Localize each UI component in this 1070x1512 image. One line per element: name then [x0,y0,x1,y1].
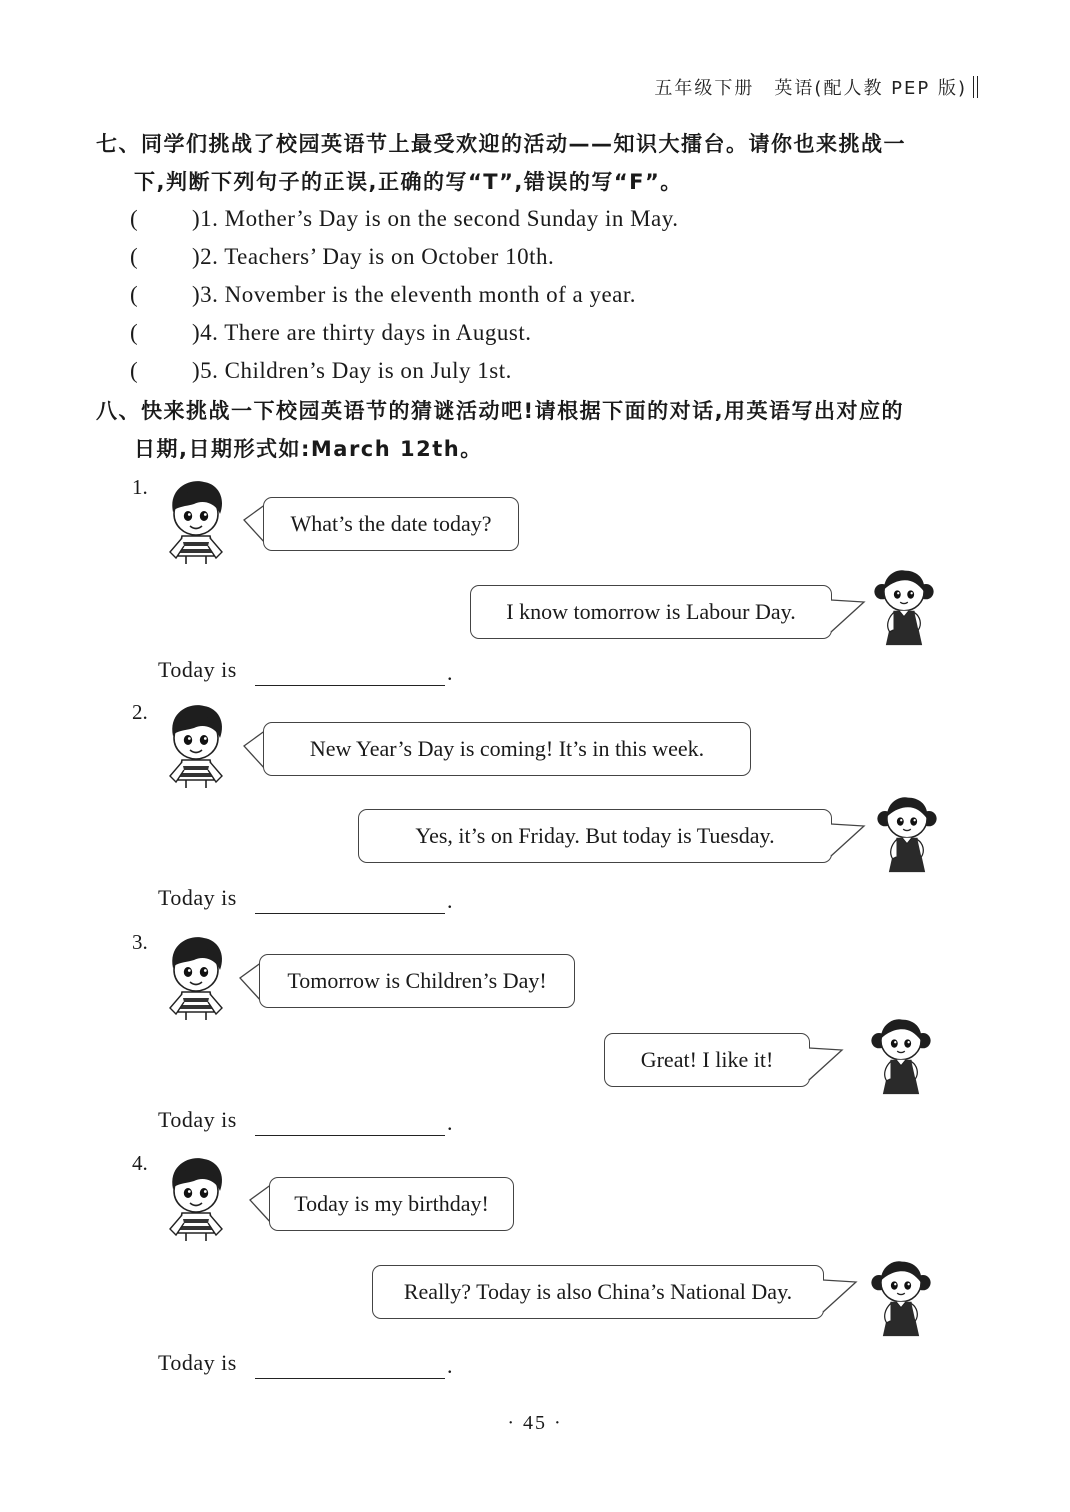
question-text-1: )1. Mother’s Day is on the second Sunday in May. [192,206,679,231]
question-text-2: )2. Teachers’ Day is on October 10th. [192,244,555,269]
boy-speech-bubble-4: Today is my birthday! [269,1177,514,1231]
answer-blank-4[interactable]: ( [130,320,139,345]
period-1: . [447,660,453,685]
boy-avatar-icon [160,932,230,1022]
answer-line-3[interactable] [255,1135,445,1136]
answer-blank-5[interactable]: ( [130,358,139,383]
boy-avatar-icon [160,476,230,566]
bubble-tail-icon [830,822,866,862]
answer-blank-2[interactable]: ( [130,244,139,269]
page-number: · 45 · [507,1412,563,1434]
dialog-number-1: 1. [132,475,148,499]
answer-blank-3[interactable]: ( [130,282,139,307]
today-label-4: Today is [158,1350,237,1375]
girl-avatar-icon [866,1012,936,1098]
today-label-2: Today is [158,885,237,910]
dialog-number-4: 4. [132,1151,148,1175]
question-4 [130,320,532,346]
section-7-title-line1: 七、同学们挑战了校园英语节上最受欢迎的活动——知识大擂台。请你也来挑战一 [96,132,906,156]
question-text-5: )5. Children’s Day is on July 1st. [192,358,512,383]
answer-blank-1[interactable]: ( [130,206,139,231]
period-3: . [447,1110,453,1135]
bubble-tail-icon [808,1046,844,1086]
boy-avatar-icon [160,1153,230,1243]
section-8-title-line2: 日期,日期形式如:March 12th。 [134,437,483,461]
answer-line-4[interactable] [255,1378,445,1379]
header-bar [973,76,978,98]
question-text-3: )3. November is the eleventh month of a year. [192,282,637,307]
header-text: 五年级下册 英语(配人教 PEP 版) [654,78,967,99]
question-3 [130,282,636,308]
girl-avatar-icon [872,790,942,876]
question-text-4: )4. There are thirty days in August. [192,320,532,345]
girl-speech-bubble-1: I know tomorrow is Labour Day. [470,585,832,639]
dialog-number-3: 3. [132,930,148,954]
answer-line-1[interactable] [255,685,445,686]
section-8-title-line1: 八、快来挑战一下校园英语节的猜谜活动吧!请根据下面的对话,用英语写出对应的 [96,399,905,423]
boy-speech-bubble-2: New Year’s Day is coming! It’s in this week. [263,722,751,776]
girl-speech-bubble-4: Really? Today is also China’s National Day. [372,1265,824,1319]
question-1 [130,206,679,232]
girl-avatar-icon [866,1254,936,1340]
dialog-number-2: 2. [132,700,148,724]
period-4: . [447,1353,453,1378]
answer-line-2[interactable] [255,913,445,914]
section-7-title-line2: 下,判断下列句子的正误,正确的写“T”,错误的写“F”。 [134,170,683,194]
period-2: . [447,888,453,913]
section-8-title [96,392,976,468]
question-5 [130,358,512,384]
girl-speech-bubble-3: Great! I like it! [604,1033,810,1087]
today-label-1: Today is [158,657,237,682]
bubble-tail-icon [822,1278,858,1318]
question-2 [130,244,554,270]
boy-speech-bubble-3: Tomorrow is Children’s Day! [259,954,575,1008]
girl-avatar-icon [869,563,939,649]
boy-avatar-icon [160,700,230,790]
page-header [654,74,978,100]
girl-speech-bubble-2: Yes, it’s on Friday. But today is Tuesday. [358,809,832,863]
today-label-3: Today is [158,1107,237,1132]
boy-speech-bubble-1: What’s the date today? [263,497,519,551]
bubble-tail-icon [830,598,866,638]
section-7-title [96,125,976,201]
